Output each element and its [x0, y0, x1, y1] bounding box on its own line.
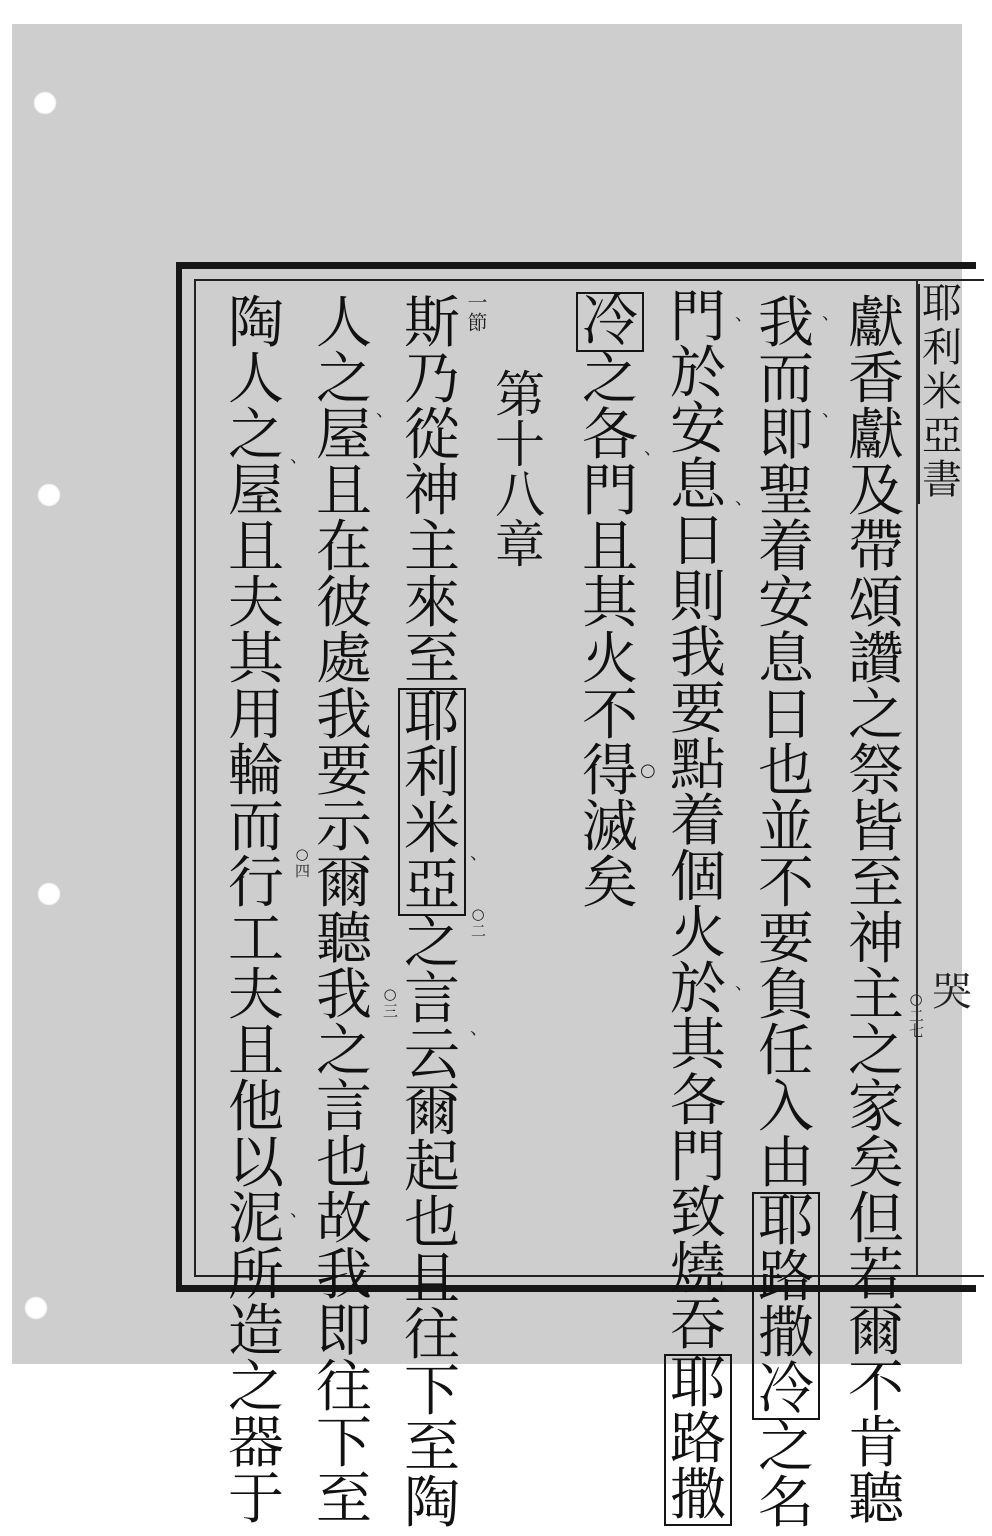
character: 往 [316, 1355, 372, 1420]
character: 名 [758, 1471, 814, 1536]
character: 要 [316, 739, 372, 804]
character: 聖 [758, 459, 814, 524]
character: 所 [228, 1243, 284, 1308]
character: 且 [228, 515, 284, 580]
character: 聽 [848, 1467, 904, 1532]
character: 而 [758, 347, 814, 412]
character: 于 [228, 1467, 284, 1532]
character: 從 [404, 403, 460, 468]
character: 之 [582, 347, 638, 412]
verse-note: ○四 [293, 845, 311, 878]
character: 着 [670, 789, 726, 854]
proper-name-box [752, 1189, 820, 1422]
character: 由 [758, 1131, 814, 1196]
character: 於 [670, 341, 726, 406]
character: 以 [228, 1131, 284, 1196]
proper-name-character: 耶 [670, 1351, 726, 1416]
character: 即 [316, 1299, 372, 1364]
character: 即 [758, 403, 814, 468]
punctuation-mark: 、 [290, 446, 308, 467]
character: 之 [404, 911, 460, 976]
character: 要 [670, 677, 726, 742]
character: 獻 [848, 403, 904, 468]
proper-name-character: 米 [404, 797, 460, 862]
character: 致 [670, 1181, 726, 1246]
character: 家 [848, 1075, 904, 1140]
character: 火 [582, 627, 638, 692]
character: 矣 [582, 851, 638, 916]
character: 且 [582, 515, 638, 580]
character: 也 [316, 1131, 372, 1196]
text-column-3 [660, 285, 736, 1528]
character: 也 [404, 1191, 460, 1256]
character: 往 [404, 1303, 460, 1368]
proper-name-character: 路 [670, 1407, 726, 1472]
character: 其 [670, 1013, 726, 1078]
character: 工 [228, 907, 284, 972]
character: 下 [404, 1359, 460, 1424]
character: 頌 [848, 571, 904, 636]
character: 夫 [228, 571, 284, 636]
character: 在 [316, 515, 372, 580]
character: 皆 [848, 795, 904, 860]
character: 息 [670, 453, 726, 518]
character: 器 [228, 1411, 284, 1476]
character: 處 [316, 627, 372, 692]
proper-name-character: 冷 [758, 1357, 814, 1422]
text-column-2 [748, 291, 824, 1536]
proper-name-character: 撒 [670, 1463, 726, 1528]
running-title-character: 利 [922, 325, 962, 371]
character: 帶 [848, 515, 904, 580]
punctuation-mark: 、 [644, 438, 662, 459]
character: 之 [758, 1415, 814, 1480]
character: 下 [316, 1411, 372, 1476]
character: 香 [848, 347, 904, 412]
character: 火 [670, 901, 726, 966]
proper-name-character: 利 [404, 741, 460, 806]
character: 各 [670, 1069, 726, 1134]
chapter-heading-character: 章 [495, 516, 545, 574]
character: 人 [316, 291, 372, 356]
character: 至 [316, 1467, 372, 1532]
character: 日 [670, 509, 726, 574]
character: 及 [848, 459, 904, 524]
character: 至 [848, 851, 904, 916]
character: 夫 [228, 963, 284, 1028]
character: 泥 [228, 1187, 284, 1252]
character: 他 [228, 1075, 284, 1140]
text-column-1 [838, 291, 914, 1532]
proper-name-box [664, 1351, 732, 1528]
character: 故 [316, 1187, 372, 1252]
character: 我 [316, 1243, 372, 1308]
verse-note: ○三 [381, 985, 399, 1018]
proper-name-character: 撒 [758, 1301, 814, 1366]
character: 之 [848, 683, 904, 748]
character: 爾 [848, 1299, 904, 1364]
character: 且 [228, 1019, 284, 1084]
character: 矣 [848, 1131, 904, 1196]
character: 之 [228, 403, 284, 468]
character: 主 [404, 515, 460, 580]
character: 屋 [228, 459, 284, 524]
character: 斯 [404, 291, 460, 356]
character: 讚 [848, 627, 904, 692]
character: 日 [758, 683, 814, 748]
edge-glyph: 哭 [932, 969, 972, 1015]
character: 祭 [848, 739, 904, 804]
running-title-character: 書 [922, 457, 962, 503]
text-column-6 [394, 291, 470, 1536]
punctuation-mark: 、 [822, 303, 840, 324]
character: 爾 [316, 851, 372, 916]
chapter-heading-character: 十 [495, 416, 545, 474]
character: 輪 [228, 739, 284, 804]
character: 言 [404, 967, 460, 1032]
character: 負 [758, 963, 814, 1028]
character: 聽 [316, 907, 372, 972]
proper-name-character: 路 [758, 1245, 814, 1310]
character: 個 [670, 845, 726, 910]
character: 且 [404, 1247, 460, 1312]
character: 門 [582, 459, 638, 524]
character: 點 [670, 733, 726, 798]
character: 之 [316, 1019, 372, 1084]
character: 彼 [316, 571, 372, 636]
character: 不 [848, 1355, 904, 1420]
running-title-character: 耶 [922, 281, 962, 327]
character: 至 [404, 1415, 460, 1480]
character: 滅 [582, 795, 638, 860]
proper-name-character: 耶 [758, 1189, 814, 1254]
running-title-character: 亞 [922, 413, 962, 459]
character: 云 [404, 1023, 460, 1088]
character: 吞 [670, 1293, 726, 1358]
character: 也 [758, 739, 814, 804]
character: 用 [228, 683, 284, 748]
character: 至 [404, 627, 460, 692]
character: 陶 [404, 1471, 460, 1536]
section-label: 一節 [464, 292, 488, 332]
proper-name-box [398, 685, 466, 918]
running-title [918, 281, 964, 504]
character: 我 [316, 963, 372, 1028]
punctuation-mark: 、 [470, 1018, 488, 1039]
text-column-8 [218, 291, 294, 1532]
character: 着 [758, 515, 814, 580]
proper-name-character: 亞 [404, 853, 460, 918]
punctuation-mark: 、 [376, 400, 394, 421]
character: 則 [670, 565, 726, 630]
character: 但 [848, 1187, 904, 1252]
character: 門 [670, 1125, 726, 1190]
proper-name-character: 冷 [582, 289, 638, 354]
character: 行 [228, 851, 284, 916]
chapter-heading-character: 八 [495, 466, 545, 524]
character: 起 [404, 1135, 460, 1200]
punctuation-mark: 、 [290, 1200, 308, 1221]
character: 乃 [404, 347, 460, 412]
character: 各 [582, 403, 638, 468]
text-column-7 [306, 291, 382, 1532]
character: 其 [582, 571, 638, 636]
character: 示 [316, 795, 372, 860]
character: 安 [670, 397, 726, 462]
character: 要 [758, 907, 814, 972]
chapter-heading-character: 第 [495, 366, 545, 424]
character: 之 [316, 347, 372, 412]
character: 安 [758, 571, 814, 636]
punch-hole-2 [37, 483, 61, 507]
character: 燒 [670, 1237, 726, 1302]
character: 且 [316, 459, 372, 524]
punctuation-mark: 、 [735, 973, 753, 994]
character: 之 [228, 1355, 284, 1420]
character: 獻 [848, 291, 904, 356]
character: 不 [758, 851, 814, 916]
character: 造 [228, 1299, 284, 1364]
punch-hole-4 [24, 1296, 48, 1320]
character: 而 [228, 795, 284, 860]
character: 得 [582, 739, 638, 804]
character: 我 [758, 291, 814, 356]
character: 言 [316, 1075, 372, 1140]
chapter-heading [490, 366, 550, 574]
punch-hole-3 [37, 882, 61, 906]
character: 入 [758, 1075, 814, 1140]
character: 不 [582, 683, 638, 748]
verse-note: ○二 [469, 905, 487, 938]
running-title-character: 米 [922, 369, 962, 415]
character: 來 [404, 571, 460, 636]
character: 若 [848, 1243, 904, 1308]
character: 於 [670, 957, 726, 1022]
full-stop-mark: ○ [640, 760, 656, 781]
character: 其 [228, 627, 284, 692]
character: 並 [758, 795, 814, 860]
character: 門 [670, 285, 726, 350]
character: 我 [316, 683, 372, 748]
punctuation-mark: 、 [822, 400, 840, 421]
proper-name-box [576, 289, 644, 354]
punch-hole-1 [33, 91, 57, 115]
character: 爾 [404, 1079, 460, 1144]
verse-note: ○二七 [907, 990, 925, 1038]
character: 息 [758, 627, 814, 692]
punctuation-mark: 、 [735, 488, 753, 509]
character: 主 [848, 963, 904, 1028]
character: 任 [758, 1019, 814, 1084]
character: 肯 [848, 1411, 904, 1476]
character: 陶 [228, 291, 284, 356]
character: 我 [670, 621, 726, 686]
character: 神 [404, 459, 460, 524]
character: 之 [848, 1019, 904, 1084]
punctuation-mark: 、 [735, 304, 753, 325]
proper-name-character: 耶 [404, 685, 460, 750]
character: 屋 [316, 403, 372, 468]
text-column-4 [572, 289, 648, 916]
character: 人 [228, 347, 284, 412]
character: 神 [848, 907, 904, 972]
punctuation-mark: 、 [470, 843, 488, 864]
